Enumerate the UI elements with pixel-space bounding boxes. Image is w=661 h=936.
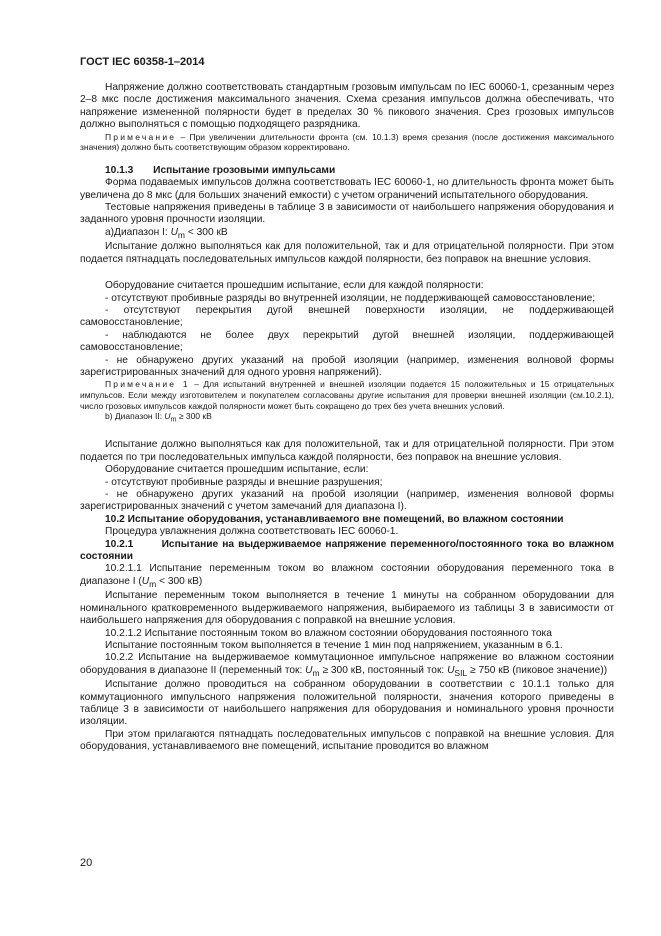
note-label: Примечание 1 <box>105 379 190 390</box>
list-item: - отсутствуют перекрытия дугой внешней поверхности изоляции, не поддерживающей самовосстановление; <box>80 304 614 329</box>
formula-sub: SIL <box>454 667 468 678</box>
standard-header: ГОСТ IEC 60358-1–2014 <box>80 56 205 68</box>
range-sub: m <box>177 229 186 240</box>
list-item: - отсутствуют пробивные разряды и внешние разрушения; <box>105 476 383 488</box>
range-ii-label <box>80 411 614 425</box>
range-prefix: а)Диапазон I: <box>105 226 171 238</box>
section-title: Испытание грозовыми импульсами <box>153 164 336 176</box>
section-number: 10.1.3 <box>105 164 134 176</box>
note-label: Примечание <box>105 131 177 142</box>
paragraph-10-2-1-2: 10.2.1.2 Испытание постоянным током во влажном состоянии оборудования постоянного тока <box>105 627 552 639</box>
section-number: 10.2.1 <box>105 538 134 550</box>
paragraph-10-2-1-1 <box>80 563 614 590</box>
list-item: - не обнаружено других указаний на пробой изоляции (например, изменения волновой формы зарегистрированных значений для одного уровня напряжений). <box>80 354 614 378</box>
paragraph-pass-criteria-ii: Оборудование считается прошедшим испытание, если: <box>105 464 369 476</box>
paragraph-text: ≥ 750 кВ (пиковое значение)) <box>467 664 608 676</box>
paragraph-pass-criteria: Оборудование считается прошедшим испытание, если для каждой полярности: <box>105 280 484 292</box>
note-impulse-count <box>80 379 614 411</box>
paragraph-text: 10.2.1.1 Испытание переменным током во влажном состоянии оборудования переменного тока в диапазоне I ( <box>80 563 614 587</box>
range-suffix: ≥ 300 кВ <box>176 411 212 422</box>
formula-sub: m <box>312 667 320 678</box>
paragraph-impulse-form: Форма подаваемых импульсов должна соответствовать IEC 60060-1, но длительность фронта может быть увеличена до 8 мкс (для больших значений емкости) с учетом ограничений испытательного оборудования. <box>80 177 614 201</box>
paragraph-text: < 300 кВ) <box>156 575 203 587</box>
document-page <box>80 56 614 754</box>
section-title: Испытание на выдерживаемое напряжение переменного/постоянного тока во влажном состоянии <box>80 538 614 563</box>
note-text: – Для испытаний внутренней и внешней изоляции подается 15 положительных и 15 отрицательных импульсов. Если между изготовителем и покупателем согласованы другие испытания для проверки внешней изоляции (см.10.2.1), число грозовых импульсов каждой полярности может быть сокращено до трех без учета внешних условий. <box>80 379 614 411</box>
paragraph-polarity-range-ii: Испытание должно выполняться как для положительной, так и для отрицательной полярности. При этом подается по три последовательных импульса каждой полярности, без поправок на внешние условия. <box>80 439 614 463</box>
section-10-1-3-heading <box>80 165 614 177</box>
formula-sub: m <box>149 578 157 589</box>
paragraph-ac-test: Испытание переменным током выполняется в течение 1 минуты на собранном оборудовании для номинального кратковременного выдерживаемого напряжения, выбираемого из таблицы 3 в зависимости от наибольшего напряжения для оборудования с поправкой на внешние условия. <box>80 590 614 627</box>
paragraph-fifteen-impulses: При этом прилагаются пятнадцать последовательных импульсов с поправкой на внешние условия. Для оборудования, устанавливаемого вне помещений, испытание проводится во влажном <box>80 728 614 753</box>
note-front-duration <box>80 132 614 153</box>
page-number: 20 <box>80 857 93 869</box>
range-i-label <box>80 227 614 241</box>
range-var: U <box>164 411 171 422</box>
list-item: - отсутствуют пробивные разряды во внутренней изоляции, не поддерживающей самовосстановление; <box>105 292 596 304</box>
paragraph-text: ≥ 300 кВ, постоянный ток: <box>319 664 448 676</box>
list-item: - наблюдаются не более двух перекрытий дугой внешней изоляции, поддерживающей самовосстановление; <box>80 329 614 354</box>
paragraph-polarity-range-i: Испытание должно выполняться как для положительной, так и для отрицательной полярности. При этом подается пятнадцать последовательных импульсов каждой полярности, без поправок на внешние условия. <box>80 241 614 265</box>
formula-var: U <box>447 664 455 676</box>
range-prefix: b) Диапазон II: <box>105 411 165 422</box>
section-10-2-1-heading <box>80 539 614 564</box>
paragraph-switching-test: Испытание должно проводиться на собранном оборудовании в соответствии с 10.1.1 только для коммутационного импульсного напряжения положительной полярности, значения которого приведены в таблице 3 в зависимости от наибольшего напряжения для оборудования и номинального уровня прочности изоляции. <box>80 679 614 728</box>
list-item: - не обнаружено других указаний на пробой изоляции (например, изменения волновой формы зарегистрированных значений с учетом замечаний для диапазона I). <box>80 489 614 513</box>
paragraph-chopped-impulse: Напряжение должно соответствовать стандартным грозовым импульсам по IEC 60060-1, срезанным через 2–8 мкс после достижения максимального значения. Схема срезания импульсов должна обеспечивать, что напряжение измененной полярности будет в пределах 30 % пикового значения. Срез грозовых импульсов должно выполняться с помощью подходящего разрядника. <box>80 82 614 131</box>
formula-var: U <box>305 664 313 676</box>
section-10-2-heading: 10.2 Испытание оборудования, устанавливаемого вне помещений, во влажном состоянии <box>105 513 564 525</box>
range-sub: m <box>170 415 177 424</box>
paragraph-text: 10.2.2 Испытание на выдерживаемое коммутационное импульсное напряжение во влажном состоянии оборудования в диапазоне II (переменный ток: <box>80 652 614 676</box>
paragraph-dc-test: Испытание постоянным током выполняется в течение 1 мин под напряжением, указанным в 6.1. <box>105 639 563 651</box>
paragraph-10-2-2 <box>80 652 614 679</box>
range-suffix: < 300 кВ <box>185 226 228 238</box>
paragraph-test-voltages: Тестовые напряжения приведены в таблице 3 в зависимости от наибольшего напряжения оборудования и заданного уровня прочности изоляции. <box>80 202 614 226</box>
note-text: – При увеличении длительности фронта (см. 10.1.3) время срезания (после достижения максимального значения) должно быть соответствующим образом корректировано. <box>80 131 614 153</box>
formula-var: U <box>141 575 150 587</box>
paragraph-wetting-procedure: Процедура увлажнения должна соответствовать IEC 60060-1. <box>105 526 399 538</box>
range-var: U <box>170 226 178 238</box>
